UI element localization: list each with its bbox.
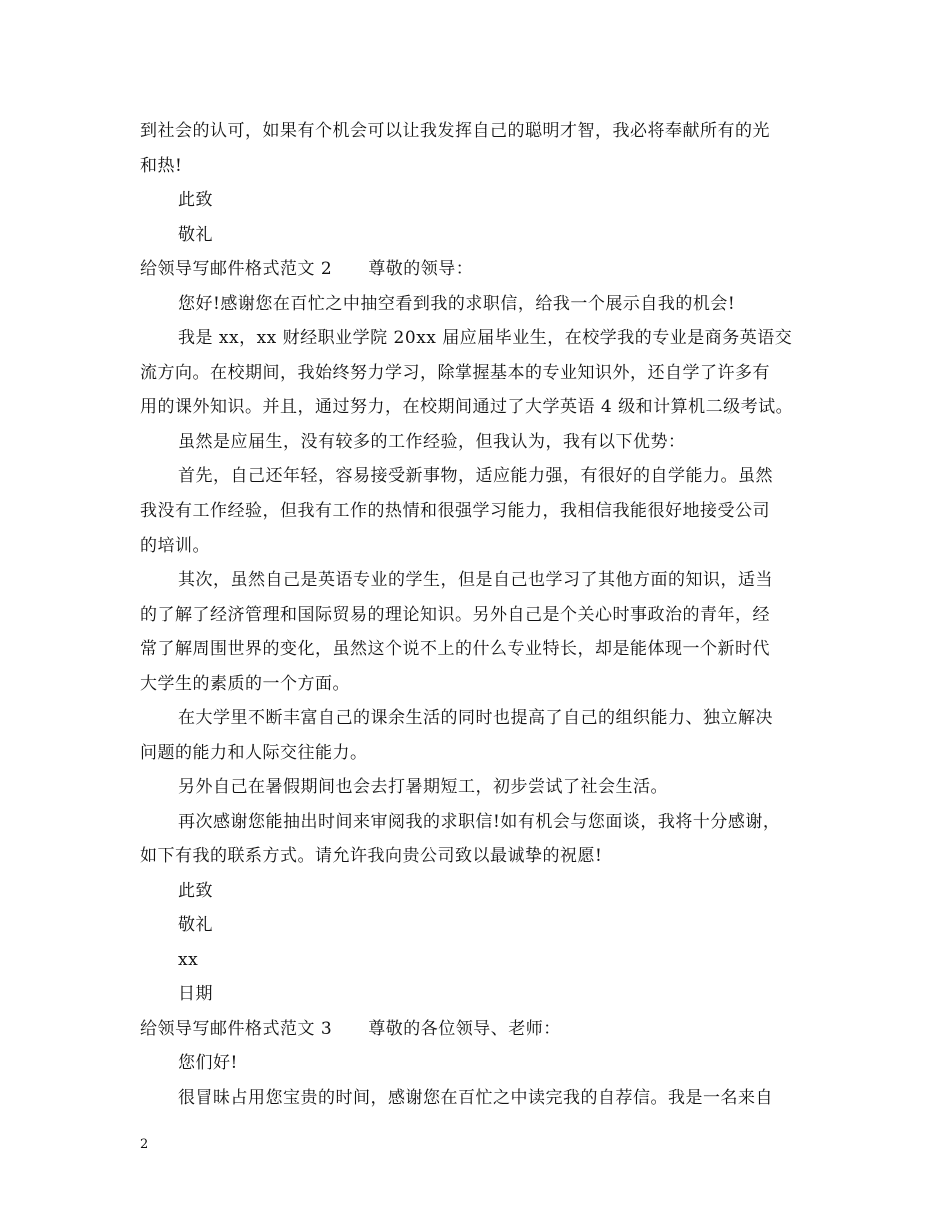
body-line: 和热! xyxy=(140,156,183,176)
section-heading xyxy=(140,259,473,279)
section-greeting: 尊敬的领导： xyxy=(368,259,474,279)
body-line: 常了解周围世界的变化，虽然这个说不上的什么专业特长，却是能体现一个新时代 xyxy=(140,639,770,659)
body-line: 流方向。在校期间，我始终努力学习，除掌握基本的专业知识外，还自学了许多有 xyxy=(140,363,770,383)
closing-line: 此致 xyxy=(178,190,213,210)
body-line: 很冒昧占用您宝贵的时间，感谢您在百忙之中读完我的自荐信。我是一名来自 xyxy=(178,1088,773,1108)
body-line: 的了解了经济管理和国际贸易的理论知识。另外自己是个关心时事政治的青年，经 xyxy=(140,605,770,625)
section-title: 给领导写邮件格式范文 2 xyxy=(140,259,333,279)
body-line: 另外自己在暑假期间也会去打暑期短工，初步尝试了社会生活。 xyxy=(178,777,668,797)
body-line: 我没有工作经验，但我有工作的热情和很强学习能力，我相信我能很好地接受公司 xyxy=(140,501,770,521)
body-line: 您好!感谢您在百忙之中抽空看到我的求职信，给我一个展示自我的机会! xyxy=(178,294,736,314)
section-greeting: 尊敬的各位领导、老师： xyxy=(368,1019,561,1039)
body-line: 虽然是应届生，没有较多的工作经验，但我认为，我有以下优势： xyxy=(178,432,686,452)
section-heading xyxy=(140,1019,561,1039)
body-line: 您们好! xyxy=(178,1053,238,1073)
closing-line: 此致 xyxy=(178,881,213,901)
body-line: 首先，自己还年轻，容易接受新事物，适应能力强，有很好的自学能力。虽然 xyxy=(178,466,773,486)
body-line: 大学生的素质的一个方面。 xyxy=(140,674,350,694)
body-line: 的培训。 xyxy=(140,536,210,556)
section-title: 给领导写邮件格式范文 3 xyxy=(140,1019,333,1039)
body-line: 到社会的认可，如果有个机会可以让我发挥自己的聪明才智，我必将奉献所有的光 xyxy=(140,121,770,141)
body-line: 我是 xx，xx 财经职业学院 20xx 届应届毕业生，在校学我的专业是商务英语交 xyxy=(178,328,793,348)
body-line: 问题的能力和人际交往能力。 xyxy=(140,743,368,763)
page-number: 2 xyxy=(140,1137,149,1152)
salutation-line: 敬礼 xyxy=(178,915,213,935)
body-line: 再次感谢您能抽出时间来审阅我的求职信!如有机会与您面谈，我将十分感谢， xyxy=(178,812,781,832)
salutation-line: 敬礼 xyxy=(178,225,213,245)
body-line: 用的课外知识。并且，通过努力，在校期间通过了大学英语 4 级和计算机二级考试。 xyxy=(140,397,794,417)
body-line: 如下有我的联系方式。请允许我向贵公司致以最诚挚的祝愿! xyxy=(140,846,603,866)
signature-line: xx xyxy=(178,950,199,970)
date-line: 日期 xyxy=(178,984,213,1004)
body-line: 在大学里不断丰富自己的课余生活的同时也提高了自己的组织能力、独立解决 xyxy=(178,708,773,728)
body-line: 其次，虽然自己是英语专业的学生，但是自己也学习了其他方面的知识，适当 xyxy=(178,570,773,590)
